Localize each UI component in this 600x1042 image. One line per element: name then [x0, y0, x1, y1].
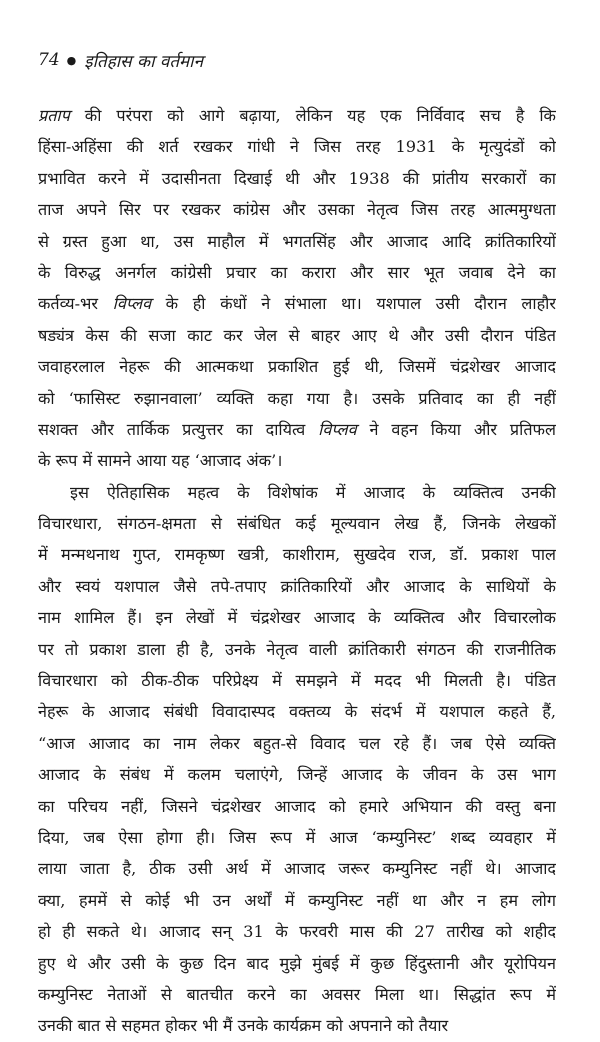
text-line: [38, 979, 556, 1010]
text-line: [38, 163, 556, 194]
line-text: ताज अपने सिर पर रखकर कांग्रेस और उसका नेतृत्व जिस तरह आत्ममुग्धता: [38, 200, 556, 220]
text-line: [38, 853, 556, 884]
line-text: में मन्मथनाथ गुप्त, रामकृष्ण खत्री, काशीराम, सुखदेव राज, डॉ. प्रकाश पाल: [38, 545, 556, 565]
line-text: प्रभावित करने में उदासीनता दिखाई थी और 1938 की प्रांतीय सरकारों का: [38, 168, 556, 188]
line-text: जवाहरलाल नेहरू की आत्मकथा प्रकाशित हुई थी, जिसमें चंद्रशेखर आजाद: [38, 357, 556, 377]
text-line: [38, 948, 556, 979]
line-text: नाम शामिल हैं। इन लेखों में चंद्रशेखर आजाद के व्यक्तित्व और विचारलोक: [38, 608, 556, 628]
line-text: लाया जाता है, ठीक उसी अर्थ में आजाद जरूर कम्युनिस्ट नहीं थे। आजाद: [38, 859, 556, 879]
text-line: [38, 571, 556, 602]
italic-title: विप्लव: [318, 419, 357, 439]
text-line: [38, 759, 556, 790]
line-text: “आज आजाद का नाम लेकर बहुत-से विवाद चल रहे हैं। जब ऐसे व्यक्ति: [38, 733, 556, 753]
line-text: के ही कंधों ने संभाला था। यशपाल उसी दौरान लाहौर: [151, 294, 556, 314]
text-line: [38, 194, 556, 225]
line-text: हिंसा-अहिंसा की शर्त रखकर गांधी ने जिस तरह 1931 के मृत्युदंडों को: [38, 137, 556, 157]
line-text: षड्यंत्र केस की सजा काट कर जेल से बाहर आए थे और उसी दौरान पंडित: [38, 325, 556, 345]
line-text: विचारधारा, संगठन-क्षमता से संबंधित कई मूल्यवान लेख हैं, जिनके लेखकों: [38, 514, 556, 534]
text-line: [38, 477, 556, 508]
text-line: [38, 822, 556, 853]
text-line: [38, 634, 556, 665]
running-header: [38, 40, 558, 80]
text-line: [38, 226, 556, 257]
line-text: हो ही सकते थे। आजाद सन् 31 के फरवरी मास की 27 तारीख को शहीद: [38, 922, 556, 942]
line-text: आजाद के संबंध में कलम चलाएंगे, जिन्हें आजाद के जीवन के उस भाग: [38, 765, 556, 785]
text-line: [38, 288, 556, 319]
text-line: [38, 791, 556, 822]
text-line: [38, 885, 556, 916]
text-line: [38, 728, 556, 759]
italic-title: विप्लव: [112, 294, 152, 314]
text-line: [38, 539, 556, 570]
line-text: के विरुद्ध अनर्गल कांग्रेसी प्रचार का करारा और सार भूत जवाब देने का: [38, 262, 556, 282]
text-line: [38, 1010, 556, 1041]
line-text: सशक्त और तार्किक प्रत्युत्तर का दायित्व: [38, 419, 319, 439]
text-line: [38, 100, 556, 131]
line-text: और स्वयं यशपाल जैसे तपे-तपाए क्रांतिकारियों और आजाद के साथियों के: [38, 576, 556, 596]
line-text: के रूप में सामने आया यह ‘आजाद अंक’।: [38, 451, 283, 471]
text-line: [38, 257, 556, 288]
line-text: दिया, जब ऐसा होगा ही। जिस रूप में आज ‘कम्युनिस्ट’ शब्द व्यवहार में: [38, 827, 556, 847]
text-line: [38, 131, 556, 162]
line-text: इस ऐतिहासिक महत्व के विशेषांक में आजाद के व्यक्तित्व उनकी: [70, 482, 556, 502]
line-text: की परंपरा को आगे बढ़ाया, लेकिन यह एक निर्विवाद सच है कि: [69, 106, 556, 125]
line-text: नेहरू के आजाद संबंधी विवादास्पद वक्तव्य के संदर्भ में यशपाल कहते हैं,: [38, 702, 556, 722]
line-text: हुए थे और उसी के कुछ दिन बाद मुझे मुंबई में कुछ हिंदुस्तानी और यूरोपियन: [38, 953, 556, 973]
line-text: का परिचय नहीं, जिसने चंद्रशेखर आजाद को हमारे अभियान की वस्तु बना: [38, 796, 556, 816]
line-text: पर तो प्रकाश डाला ही है, उनके नेतृत्व वाली क्रांतिकारी संगठन की राजनीतिक: [38, 639, 556, 659]
text-line: [38, 665, 556, 696]
line-text: विचारधारा को ठीक-ठीक परिप्रेक्ष्य में समझने में मदद भी मिलती है। पंडित: [38, 671, 556, 691]
page-number: 74: [38, 50, 60, 70]
line-text: को ‘फासिस्ट रुझानवाला’ व्यक्ति कहा गया है। उसके प्रतिवाद का ही नहीं: [38, 388, 556, 408]
italic-title: प्रताप: [38, 106, 70, 125]
text-line: [38, 696, 556, 727]
text-line: [38, 445, 556, 476]
body-text: [38, 100, 556, 1042]
text-line: [38, 602, 556, 633]
line-text: से ग्रस्त हुआ था, उस माहौल में भगतसिंह और आजाद आदि क्रांतिकारियों: [38, 231, 556, 251]
text-line: [38, 916, 556, 947]
line-text: कर्तव्य-भर: [38, 294, 113, 314]
line-text: उनकी बात से सहमत होकर भी मैं उनके कार्यक्रम को अपनाने को तैयार: [38, 1016, 449, 1036]
text-line: [38, 351, 556, 382]
book-title: इतिहास का वर्तमान: [84, 51, 204, 72]
line-text: क्या, हममें से कोई भी उन अर्थों में कम्युनिस्ट नहीं था और न हम लोग: [38, 890, 556, 910]
text-line: [38, 383, 556, 414]
line-text: कम्युनिस्ट नेताओं से बातचीत करने का अवसर मिला था। सिद्धांत रूप में: [38, 984, 556, 1004]
text-line: [38, 414, 556, 445]
line-text: ने वहन किया और प्रतिफल: [356, 419, 556, 439]
bullet-icon: ●: [66, 53, 77, 67]
text-line: [38, 320, 556, 351]
text-line: [38, 508, 556, 539]
